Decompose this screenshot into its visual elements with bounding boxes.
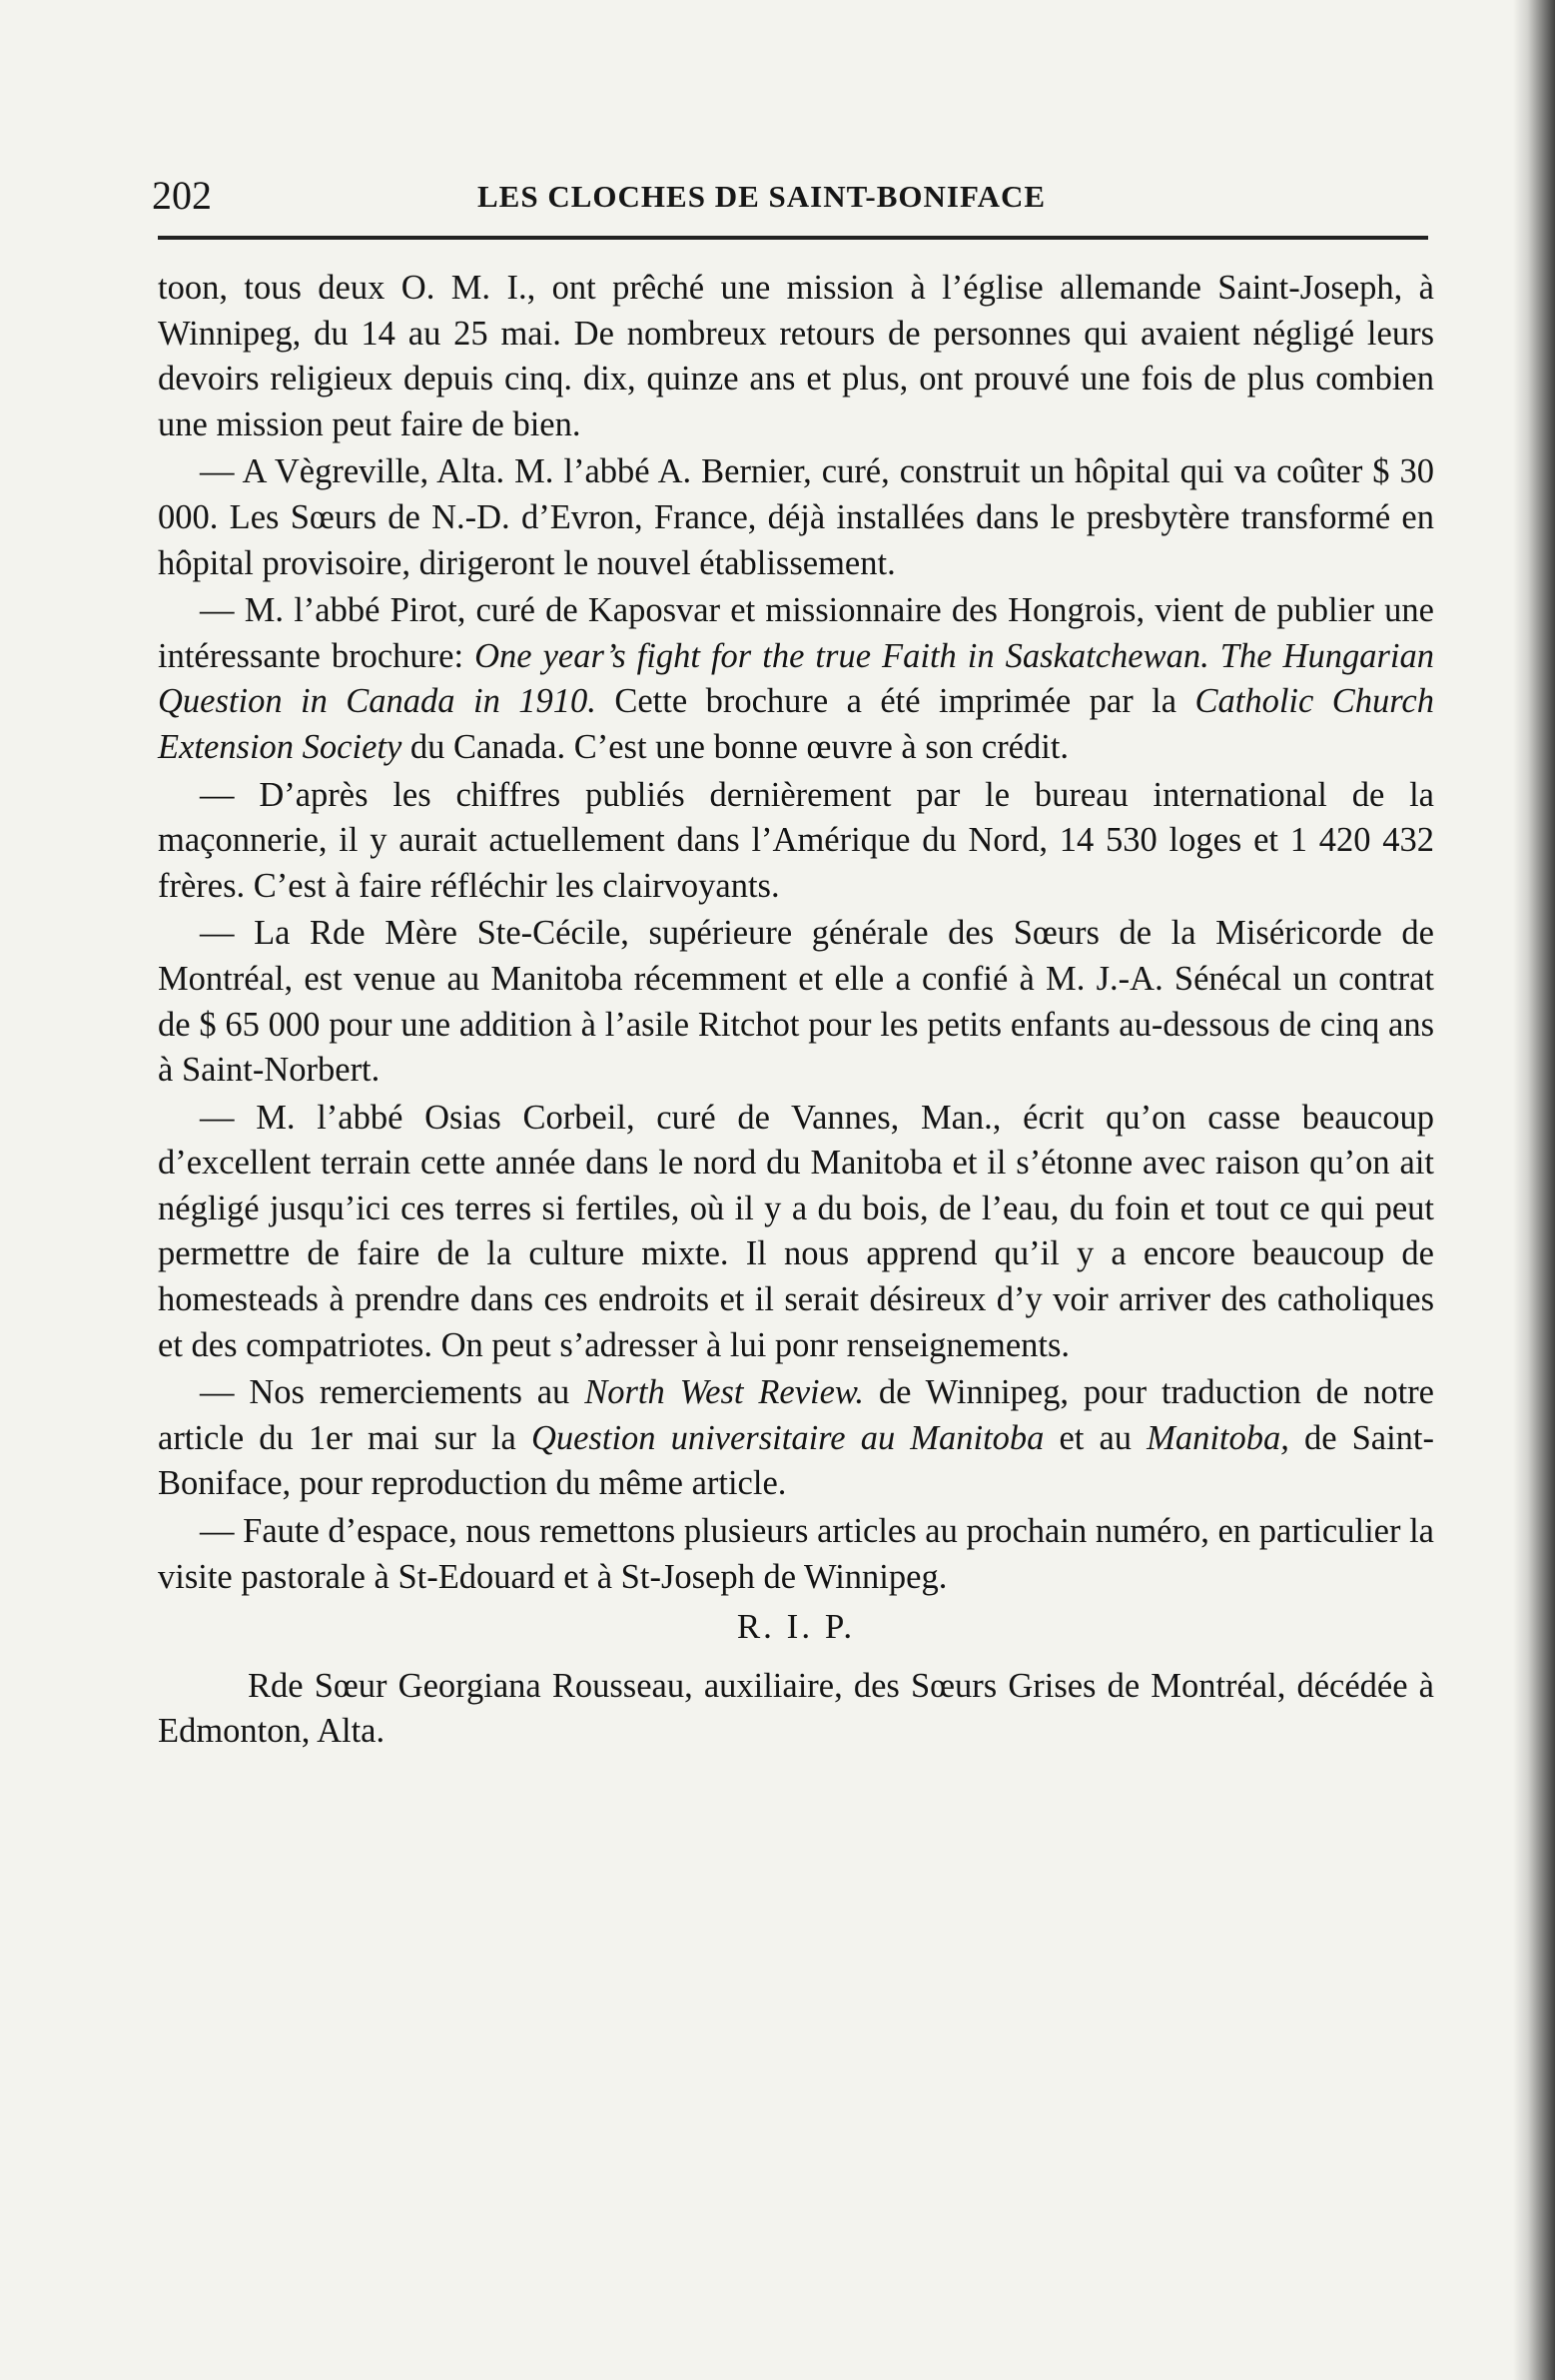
page-edge-shadow: [1513, 0, 1555, 2380]
body-text: [158, 266, 1434, 1757]
text-run: de Saint-Boniface, pour reproduction du même article.: [158, 1418, 1434, 1503]
paragraph-corbeil-vannes: — M. l’abbé Osias Corbeil, curé de Vannes, Man., écrit qu’on casse beaucoup d’excellent terrain cette année dans le nord du Manitoba et il s’étonne avec raison qu’on ait négligé jusqu’ici ces terres si fertiles, où il y a du bois, de l’eau, du foin et tout ce qui peut permettre de faire de la culture mixte. Il nous apprend qu’il y a encore beaucoup de homesteads à prendre dans ces endroits et il serait désireux d’y voir arriver des catholiques et des compatriotes. On peut s’adresser à lui ponr renseignements.: [158, 1098, 1434, 1364]
text-run: — Nos remerciements au: [200, 1373, 585, 1412]
italic-title: North West Review.: [584, 1373, 865, 1412]
obituary-notice: Rde Sœur Georgiana Rousseau, auxiliaire, des Sœurs Grises de Montréal, décédée à Edmonton, Alta.: [158, 1666, 1434, 1751]
header-rule: [158, 236, 1428, 240]
paragraph-lack-of-space: — Faute d’espace, nous remettons plusieurs articles au prochain numéro, en particulier la visite pastorale à St-Edouard et à St-Joseph de Winnipeg.: [158, 1512, 1434, 1596]
text-run: — M. l’abbé Pirot, curé de Kaposvar et missionnaire des Hongrois, vient de publier une intéressante brochure:: [158, 591, 1434, 675]
paragraph-pirot-brochure: [158, 588, 1434, 770]
paragraph-misericorde-contract: — La Rde Mère Ste-Cécile, supérieure générale des Sœurs de la Miséricorde de Montréal, est venue au Manitoba récemment et elle a confié à M. J.-A. Sénécal un contrat de $ 65 000 pour une addition à l’asile Ritchot pour les petits enfants au-dessous de cinq ans à Saint-Norbert.: [158, 914, 1434, 1090]
running-head: LES CLOCHES DE SAINT-BONIFACE: [477, 179, 1047, 214]
text-run: et au: [1044, 1418, 1148, 1457]
text-run: du Canada. C’est une bonne œuvre à son crédit.: [401, 727, 1070, 766]
italic-title: One year’s fight for the true Faith in Saskatchewan. The Hungarian Question in Canada in 1910.: [158, 636, 1434, 721]
text-run: de Winnipeg, pour traduction de notre article du 1er mai sur la: [158, 1373, 1434, 1457]
paragraph-freemasonry-statistics: — D’après les chiffres publiés dernièrement par le bureau international de la maçonnerie, il y aurait actuellement dans l’Amérique du Nord, 14 530 loges et 1 420 432 frères. C’est à faire réfléchir les clairvoyants.: [158, 775, 1434, 905]
text-run: Cette brochure a été imprimée par la: [595, 682, 1195, 721]
page-number: 202: [152, 173, 212, 218]
italic-title: Manitoba,: [1147, 1418, 1289, 1457]
rip-heading: R. I. P.: [736, 1607, 856, 1647]
italic-title: Question universitaire au Manitoba: [530, 1418, 1045, 1457]
paragraph-acknowledgements: [158, 1370, 1434, 1507]
italic-title: Catholic Church Extension Society: [158, 682, 1434, 766]
paragraph-mission-winnipeg: toon, tous deux O. M. I., ont prêché une mission à l’église allemande Saint-Joseph, à Winnipeg, du 14 au 25 mai. De nombreux retours de personnes qui avaient négligé leurs devoirs religieux depuis cinq. dix, quinze ans et plus, ont prouvé une fois de plus combien une mission peut faire de bien.: [158, 269, 1434, 443]
paragraph-vegreville-hospital: — A Vègreville, Alta. M. l’abbé A. Bernier, curé, construit un hôpital qui va coûter $ 30 000. Les Sœurs de N.-D. d’Evron, France, déjà installées dans le presbytère transformé en hôpital provisoire, dirigeront le nouvel établissement.: [158, 452, 1434, 582]
